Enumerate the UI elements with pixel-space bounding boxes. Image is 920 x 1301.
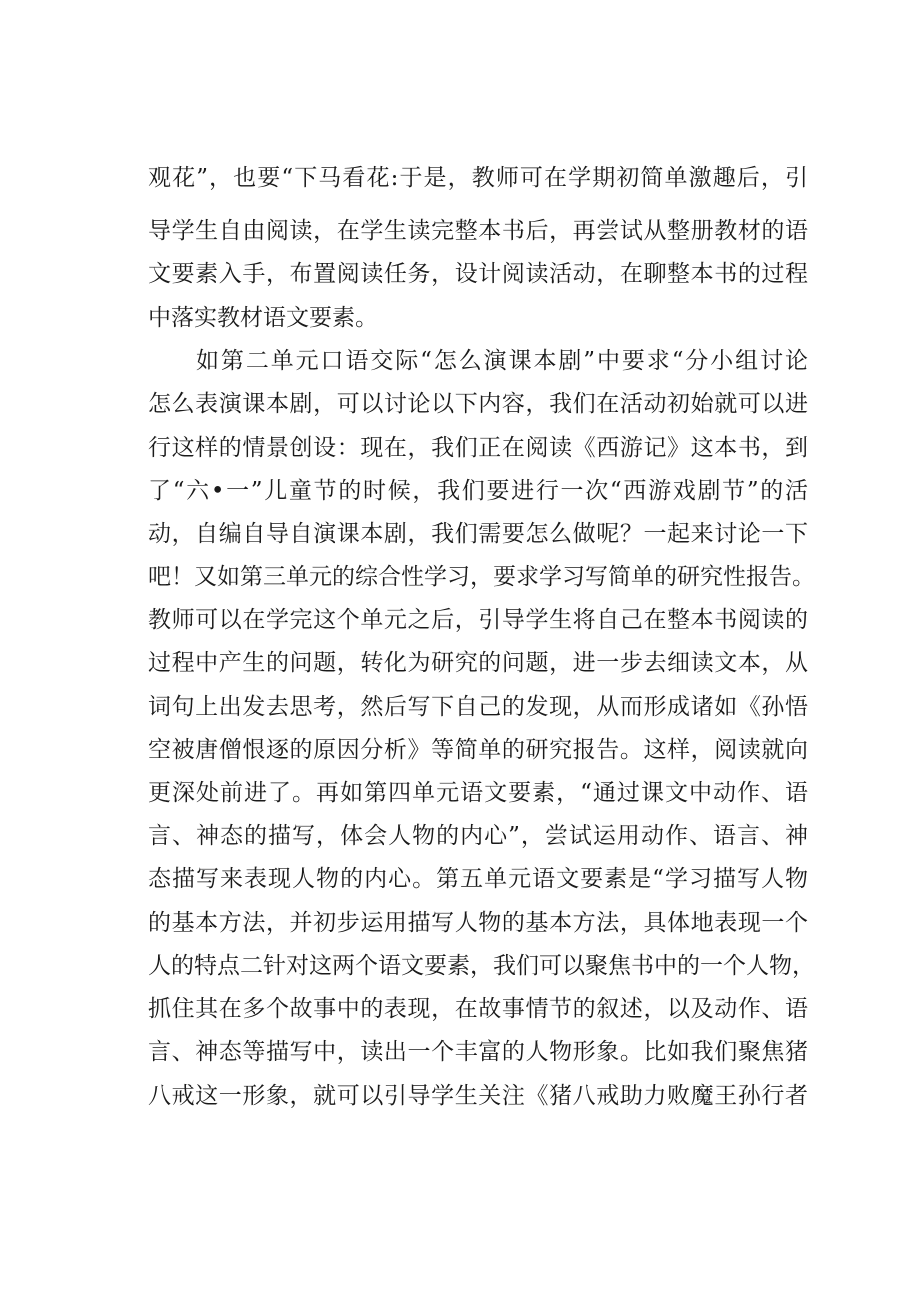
text-line: 吧！又如第三单元的综合性学习，要求学习写简单的研究性报告。 bbox=[148, 564, 815, 590]
text-line: 八戒这一形象，就可以引导学生关注《猪八戒助力败魔王孙行者 bbox=[148, 1083, 808, 1109]
text-line: 言、神态等描写中，读出一个丰富的人物形象。比如我们聚焦猪 bbox=[148, 1039, 808, 1065]
text-line: 教师可以在学完这个单元之后，引导学生将自己在整本书阅读的 bbox=[148, 607, 808, 633]
text-line: 中落实教材语文要素。 bbox=[148, 305, 378, 331]
text-line: 过程中产生的问题，转化为研究的问题，进一步去细读文本，从 bbox=[148, 650, 808, 676]
text-line: 态描写来表现人物的内心。第五单元语文要素是“学习描写人物 bbox=[148, 866, 808, 892]
text-line: 文要素入手，布置阅读任务，设计阅读活动，在聊整本书的过程 bbox=[148, 261, 808, 287]
text-line: 人的特点二针对这两个语文要素，我们可以聚焦书中的一个人物， bbox=[148, 953, 815, 979]
text-line: 怎么表演课本剧，可以讨论以下内容，我们在活动初始就可以进 bbox=[148, 391, 808, 417]
text-line: 行这样的情景创设：现在，我们正在阅读《西游记》这本书，到 bbox=[148, 435, 808, 461]
text-line: 动，自编自导自演课本剧，我们需要怎么做呢？一起来讨论一下 bbox=[148, 521, 808, 547]
text-line: 的基本方法，并初步运用描写人物的基本方法，具体地表现一个 bbox=[148, 910, 808, 936]
text-line: 导学生自由阅读，在学生读完整本书后，再尝试从整册教材的语 bbox=[148, 218, 808, 244]
paragraph-first-line: 如第二单元口语交际“怎么演课本剧”中要求“分小组讨论 bbox=[196, 348, 808, 374]
text-line: 更深处前进了。再如第四单元语文要素，“通过课文中动作、语 bbox=[148, 780, 808, 806]
text-line: 言、神态的描写，体会人物的内心”，尝试运用动作、语言、神 bbox=[148, 823, 808, 849]
text-line: 观花”，也要“下马看花:于是，教师可在学期初简单激趣后，引 bbox=[148, 165, 808, 191]
text-line: 词句上出发去思考，然后写下自己的发现，从而形成诸如《孙悟 bbox=[148, 694, 808, 720]
text-line: 抓住其在多个故事中的表现，在故事情节的叙述，以及动作、语 bbox=[148, 996, 808, 1022]
text-line: 空被唐僧恨逐的原因分析》等简单的研究报告。这样，阅读就向 bbox=[148, 737, 808, 763]
text-line: 了“六•一”儿童节的时候，我们要进行一次“西游戏剧节”的活 bbox=[148, 478, 808, 504]
